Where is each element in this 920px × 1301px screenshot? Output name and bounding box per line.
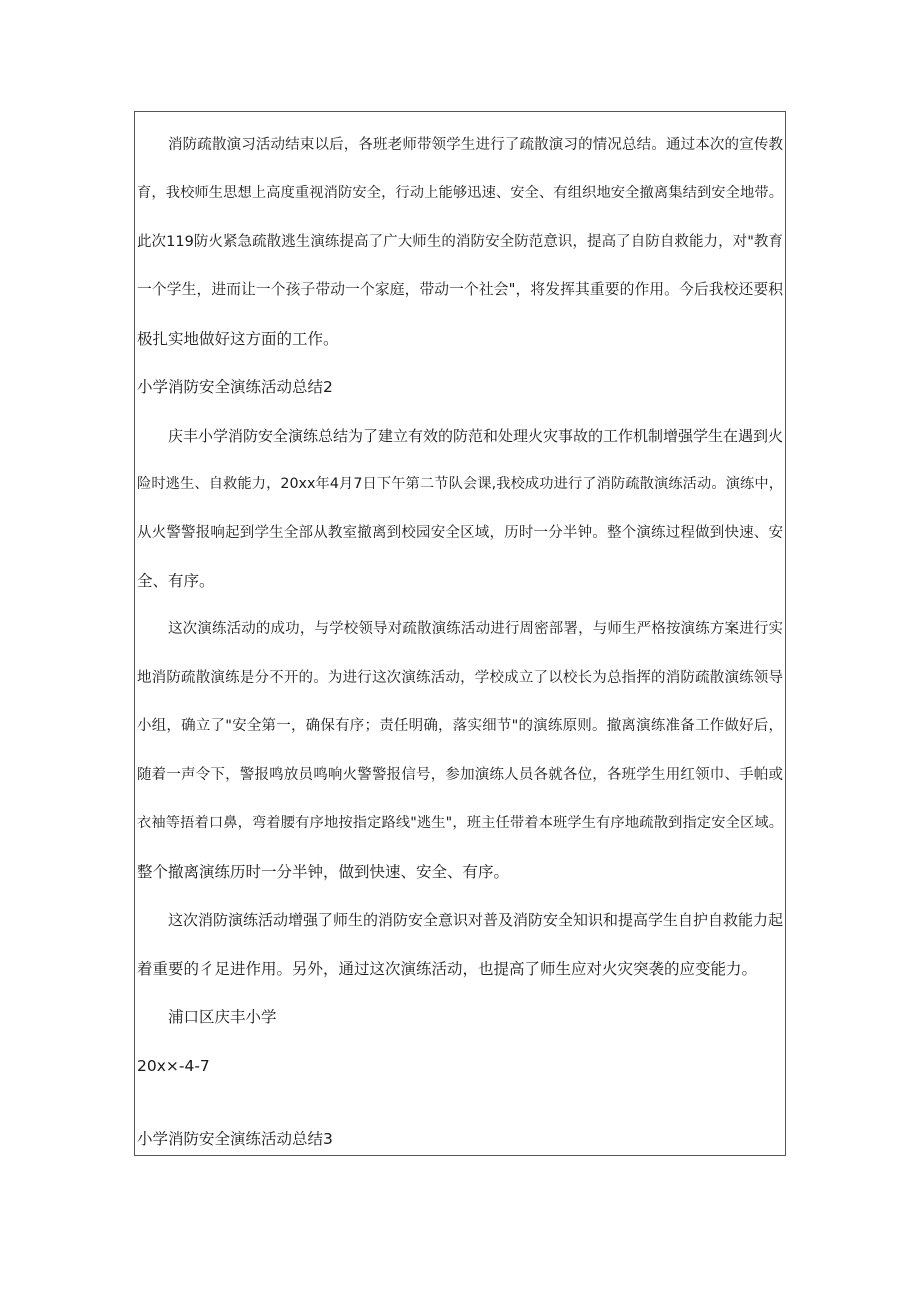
paragraph-1-line-4: 一个学生，进而让一个孩子带动一个家庭，带动一个社会"，将发挥其重要的作用。今后我校还要积 [137, 281, 783, 298]
paragraph-3-line-4: 随着一声令下，警报鸣放员鸣响火警警报信号，参加演练人员各就各位，各班学生用红领巾、手帕或 [137, 767, 783, 783]
paragraph-3-line-1: 这次演练活动的成功，与学校领导对疏散演练活动进行周密部署，与师生严格按演练方案进行实 [168, 621, 783, 637]
signature-school-name: 浦口区庆丰小学 [168, 1008, 277, 1026]
paragraph-3-line-3: 小组，确立了"安全第一，确保有序；责任明确，落实细节"的演练原则。撤离演练准备工作做好后， [137, 718, 783, 734]
paragraph-1-line-2: 育，我校师生思想上高度重视消防安全，行动上能够迅速、安全、有组织地安全撤离集结到安全地带。 [137, 185, 783, 201]
paragraph-3-line-6: 整个撤离演练历时一分半钟，做到快速、安全、有序。 [137, 863, 510, 881]
paragraph-3-line-2: 地消防疏散演练是分不开的。为进行这次演练活动，学校成立了以校长为总指挥的消防疏散演练领导 [137, 670, 783, 686]
section-heading-3: 小学消防安全演练活动总结3 [137, 1130, 333, 1148]
paragraph-2-line-1: 庆丰小学消防安全演练总结为了建立有效的防范和处理火灾事故的工作机制增强学生在遇到火 [168, 427, 784, 445]
paragraph-2-line-2: 险时逃生、自救能力，20xx年4月7日下午第二节队会课,我校成功进行了消防疏散演练活动。演练中， [137, 476, 783, 492]
paragraph-2-line-4: 全、有序。 [137, 572, 215, 590]
signature-date: 20x×-4-7 [137, 1057, 210, 1075]
section-heading-2: 小学消防安全演练活动总结2 [137, 378, 333, 396]
paragraph-4-line-2: 着重要的彳足进作用。另外，通过这次演练活动，也提高了师生应对火灾突袭的应变能力。 [137, 960, 758, 978]
paragraph-3-line-5: 衣袖等捂着口鼻，弯着腰有序地按指定路线"逃生"，班主任带着本班学生有序地疏散到指定安全区域。 [137, 815, 783, 831]
paragraph-1-line-1: 消防疏散演习活动结束以后，各班老师带领学生进行了疏散演习的情况总结。通过本次的宣传教 [168, 137, 783, 153]
paragraph-1-line-5: 极扎实地做好这方面的工作。 [137, 330, 339, 348]
paragraph-4-line-1: 这次消防演练活动增强了师生的消防安全意识对普及消防安全知识和提高学生自护自救能力起 [168, 911, 784, 929]
paragraph-1-line-3: 此次119防火紧急疏散逃生演练提高了广大师生的消防安全防范意识，提高了自防自救能力，对"教育 [137, 234, 783, 250]
paragraph-2-line-3: 从火警警报响起到学生全部从教室撤离到校园安全区域，历时一分半钟。整个演练过程做到快速、安 [137, 525, 783, 541]
